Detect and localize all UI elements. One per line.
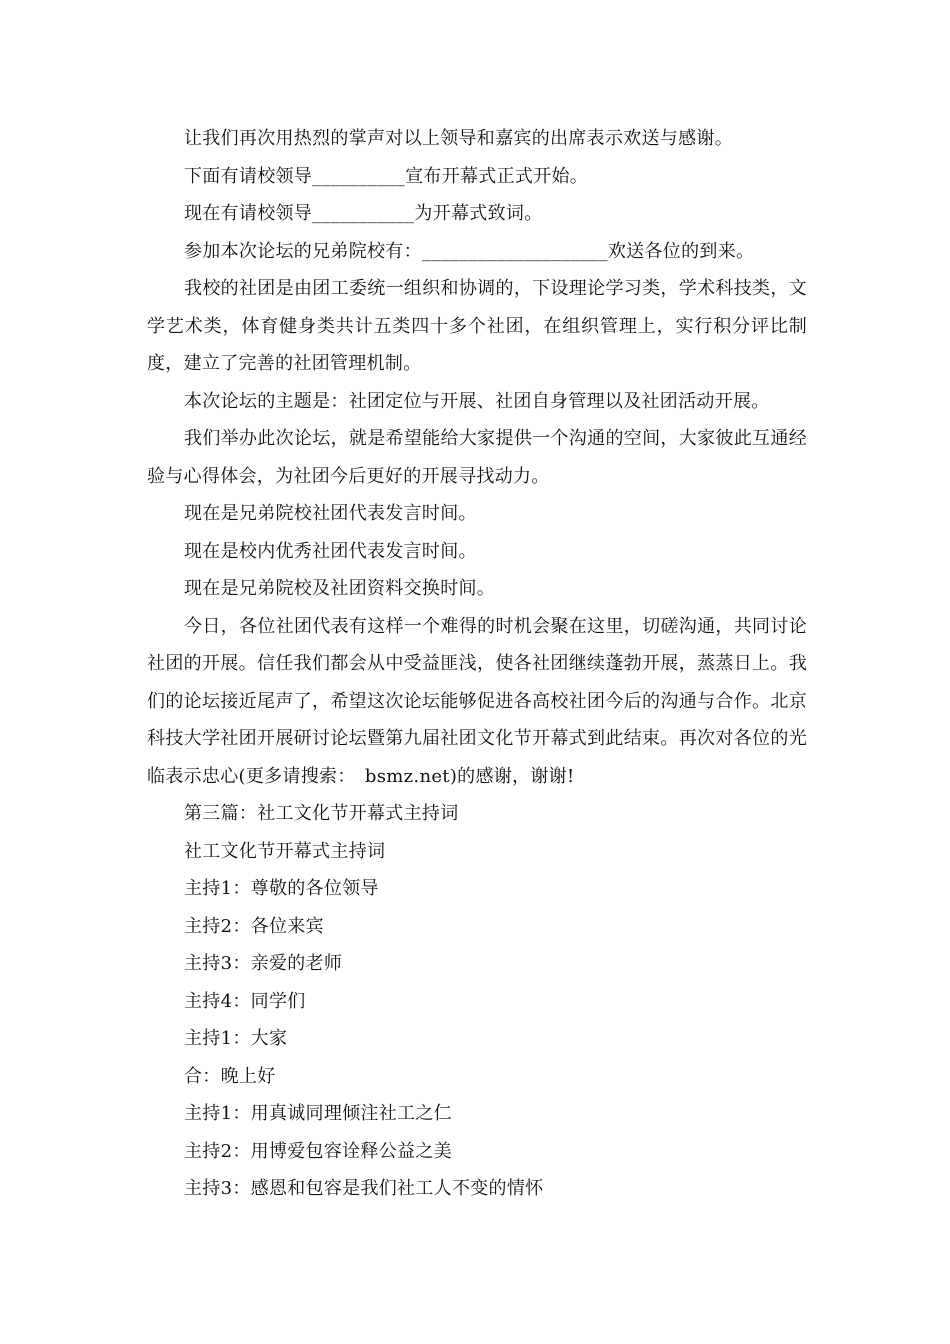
paragraph-campus-speeches: 现在是校内优秀社团代表发言时间。	[184, 540, 477, 562]
paragraph-announce-opening: 下面有请校领导__________宣布开幕式正式开始。	[184, 165, 589, 187]
host-line: 主持3：感恩和包容是我们社工人不变的情怀	[184, 1178, 544, 1199]
host-line: 主持2：各位来宾	[184, 915, 324, 937]
host-line: 主持4：同学们	[184, 990, 306, 1012]
host-line: 合：晚上好	[184, 1065, 276, 1087]
host-line: 主持2：用博爱包容诠释公益之美	[184, 1140, 452, 1162]
paragraph-guest-speeches: 现在是兄弟院校社团代表发言时间。	[184, 503, 477, 524]
paragraph-farewell-applause: 让我们再次用热烈的掌声对以上领导和嘉宾的出席表示欢送与感谢。	[184, 128, 733, 149]
paragraph-forum-purpose: 我们举办此次论坛，就是希望能给大家提供一个沟通的空间，大家彼此互通经验与心得体会，为社团今后更好的开展寻找动力。	[147, 428, 807, 487]
section-subtitle: 社工文化节开幕式主持词	[184, 840, 386, 862]
paragraph-guest-schools: 参加本次论坛的兄弟院校有：____________________欢送各位的到来。	[184, 240, 755, 262]
host-line: 主持1：大家	[184, 1028, 288, 1049]
paragraph-closing-remarks: 今日，各位社团代表有这样一个难得的时机会聚在这里，切磋沟通，共同讨论社团的开展。信任我们都会从中受益匪浅，使各社团继续蓬勃开展，蒸蒸日上。我们的论坛接近尾声了，希望这次论坛能够促进各高校社团今后的沟通与合作。北京科技大学社团开展研讨论坛暨第九届社团文化节开幕式到此结束。再次对各位的光临表示忠心(更多请搜索： bsmz.net)的感谢，谢谢!	[147, 615, 807, 787]
section-heading-part-three: 第三篇：社工文化节开幕式主持词	[184, 803, 459, 824]
paragraph-opening-speech: 现在有请校领导___________为开幕式致词。	[184, 203, 543, 224]
host-line: 主持3：亲爱的老师	[184, 953, 343, 974]
paragraph-club-overview: 我校的社团是由团工委统一组织和协调的，下设理论学习类，学术科技类，文学艺术类，体育健身类共计五类四十多个社团，在组织管理上，实行积分评比制度，建立了完善的社团管理机制。	[147, 278, 807, 374]
host-line: 主持1：尊敬的各位领导	[184, 878, 379, 899]
paragraph-forum-theme: 本次论坛的主题是：社团定位与开展、社团自身管理以及社团活动开展。	[184, 390, 770, 412]
paragraph-material-exchange: 现在是兄弟院校及社团资料交换时间。	[184, 578, 496, 599]
host-line: 主持1：用真诚同理倾注社工之仁	[184, 1103, 452, 1124]
document-body	[147, 120, 807, 1208]
